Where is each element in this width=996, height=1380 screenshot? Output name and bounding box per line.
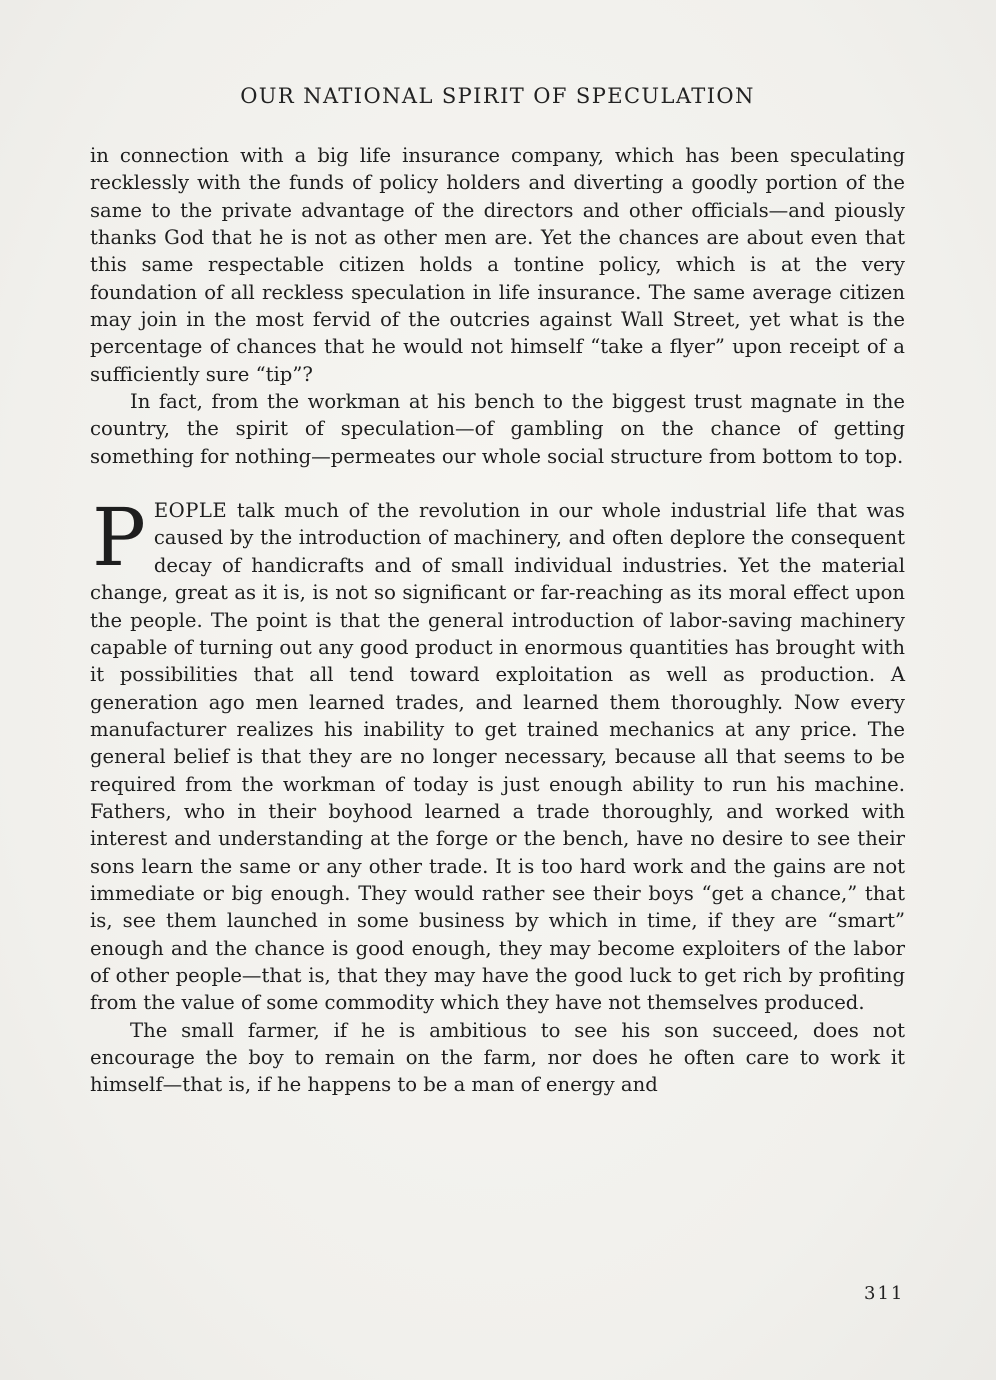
running-head-title: OUR NATIONAL SPIRIT OF SPECULATION <box>240 84 755 108</box>
paragraph-in-fact: In fact, from the workman at his bench to the biggest trust magnate in the country, the spirit of speculation—of gambling on the chance of getting something for nothing—permeates our whole social structure from bottom to top. <box>90 390 905 468</box>
page-number: 311 <box>864 1283 905 1304</box>
paragraph-people-text: talk much of the revolution in our whole industrial life that was caused by the introduction of machinery, and often deplore the consequent decay of handicrafts and of small individual industries. Yet the material change, great as it is, is not so significant or far-reaching as its moral effect upon the people. The point is that the general introduction of labor-saving machinery capable of turning out any good product in enormous quantities has brought with it possibilities that all tend toward exploitation as well as production. A generation ago men learned trades, and learned them thoroughly. Now every manufacturer realizes his inability to get trained mechanics at any price. The general belief is that they are no longer necessary, because all that seems to be required from the workman of today is just enough ability to run his machine. Fathers, who in their boyhood learned a trade thoroughly, and worked with interest and understanding at the forge or the bench, have no desire to see their sons learn the same or any other trade. It is too hard work and the gains are not immediate or big enough. They would rather see their boys “get a chance,” that is, see them launched in some business by which in time, if they are “smart” enough and the chance is good enough, they may become exploiters of the labor of other people—that is, that they may have the good luck to get rich by profiting from the value of some commodity which they have not themselves produced. <box>90 499 905 1015</box>
drop-cap-letter: P <box>92 491 146 585</box>
paragraph-people <box>90 491 905 1017</box>
body-text <box>90 142 905 1099</box>
paragraph-small-farmer: The small farmer, if he is ambitious to see his son succeed, does not encourage the boy to remain on the farm, nor does he often care to work it himself—that is, if he happens to be a man of energy and <box>90 1018 905 1097</box>
lead-word-small-caps: EOPLE <box>153 499 228 523</box>
paragraph-continued: in connection with a big life insurance company, which has been speculating recklessly with the funds of policy holders and diverting a goodly portion of the same to the private advantage of the directors and other officials—and piously thanks God that he is not as other men are. Yet the chances are about even that this same respectable citizen holds a tontine policy, which is at the very foundation of all reckless speculation in life insurance. The same average citizen may join in the most fervid of the outcries against Wall Street, yet what is the percentage of chances that he would not himself “take a flyer” upon receipt of a sufficiently sure “tip”? <box>90 144 905 386</box>
